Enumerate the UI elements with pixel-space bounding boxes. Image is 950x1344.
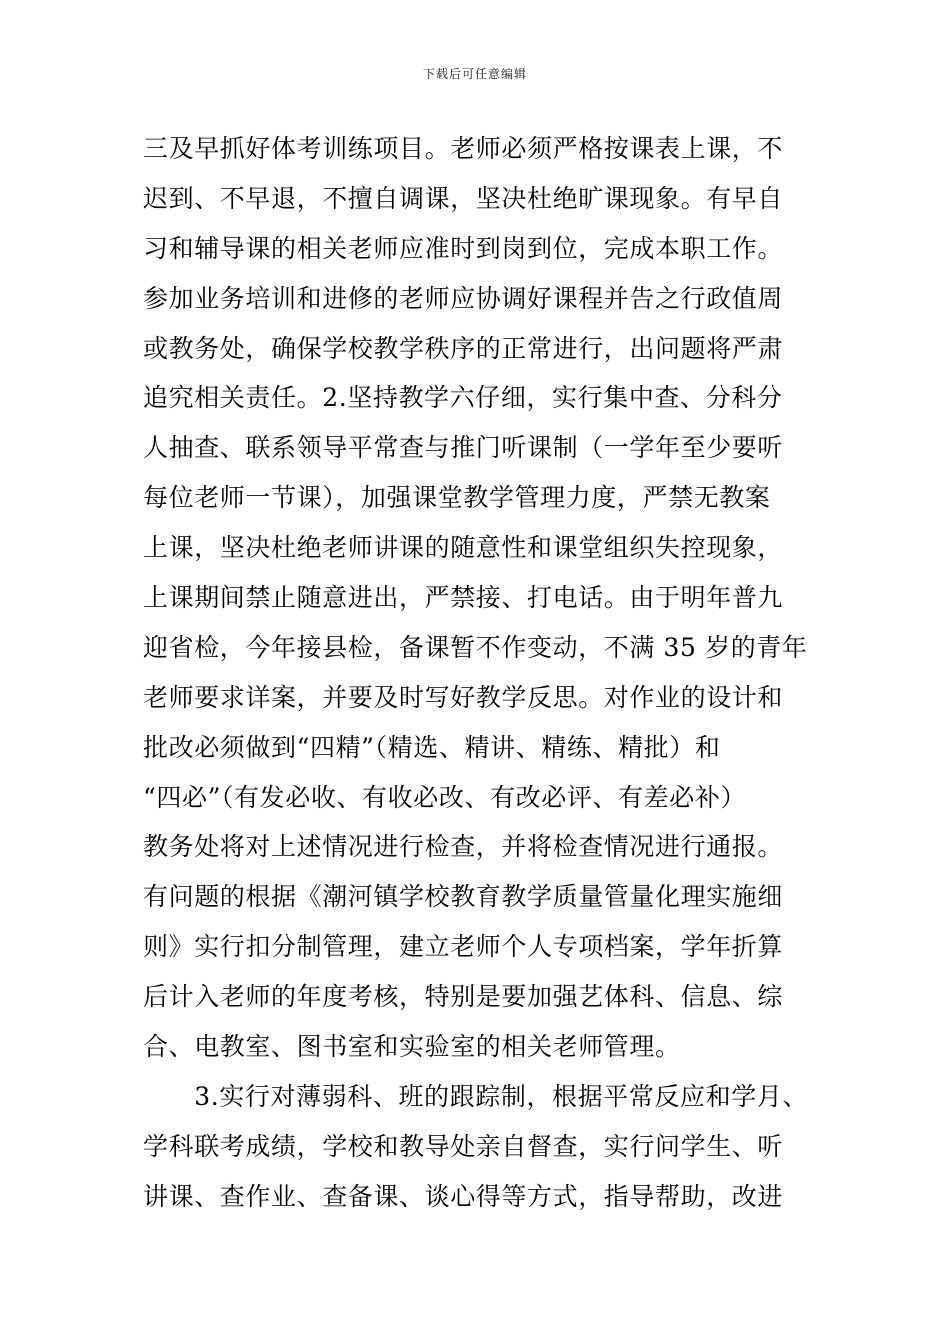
text-line: 追究相关责任。2.坚持教学六仔细，实行集中查、分科分 — [143, 383, 783, 413]
text-line: 三及早抓好体考训练项目。老师必须严格按课表上课，不 — [143, 134, 784, 163]
page-header: 下载后可任意编辑 — [422, 67, 527, 81]
text-line: 参加业务培训和进修的老师应协调好课程并告之行政值周 — [143, 283, 784, 313]
text-line: 上课期间禁止随意进出，严禁接、打电话。由于明年普九 — [143, 583, 784, 613]
text-line: 3.实行对薄弱科、班的跟踪制，根据平常反应和学月、 — [143, 1081, 809, 1111]
text-line: 批改必须做到“四精”（精选、精讲、精练、精批）和 — [143, 732, 721, 762]
text-line: 合、电教室、图书室和实验室的相关老师管理。 — [143, 1032, 681, 1062]
text-line: 习和辅导课的相关老师应准时到岗到位，完成本职工作。 — [143, 233, 784, 263]
text-line: 迎省检，今年接县检，备课暂不作变动，不满 35 岁的青年 — [143, 632, 808, 662]
text-line: 每位老师一节课），加强课堂教学管理力度，严禁无教案 — [143, 483, 771, 513]
text-line: 或教务处，确保学校教学秩序的正常进行，出问题将严肃 — [143, 333, 784, 363]
text-line: 人抽查、联系领导平常查与推门听课制（一学年至少要听 — [143, 433, 784, 463]
text-line: “四必”（有发必收、有收必改、有改必评、有差必补） — [143, 782, 747, 812]
document-body — [143, 124, 823, 1222]
text-line: 迟到、不早退，不擅自调课，坚决杜绝旷课现象。有早自 — [143, 183, 784, 213]
text-line: 上课，坚决杜绝老师讲课的随意性和课堂组织失控现象， — [143, 533, 784, 563]
text-line: 教务处将对上述情况进行检查，并将检查情况进行通报。 — [143, 832, 784, 862]
text-line: 有问题的根据《潮河镇学校教育教学质量管量化理实施细 — [143, 882, 784, 912]
text-line: 则》实行扣分制管理，建立老师个人专项档案，学年折算 — [143, 932, 784, 962]
text-line: 学科联考成绩，学校和教导处亲自督查，实行问学生、听 — [143, 1131, 784, 1161]
text-line: 讲课、查作业、查备课、谈心得等方式，指导帮助，改进 — [143, 1181, 784, 1211]
text-line: 老师要求详案，并要及时写好教学反思。对作业的设计和 — [143, 682, 784, 712]
text-line: 后计入老师的年度考核，特别是要加强艺体科、信息、综 — [143, 982, 784, 1012]
